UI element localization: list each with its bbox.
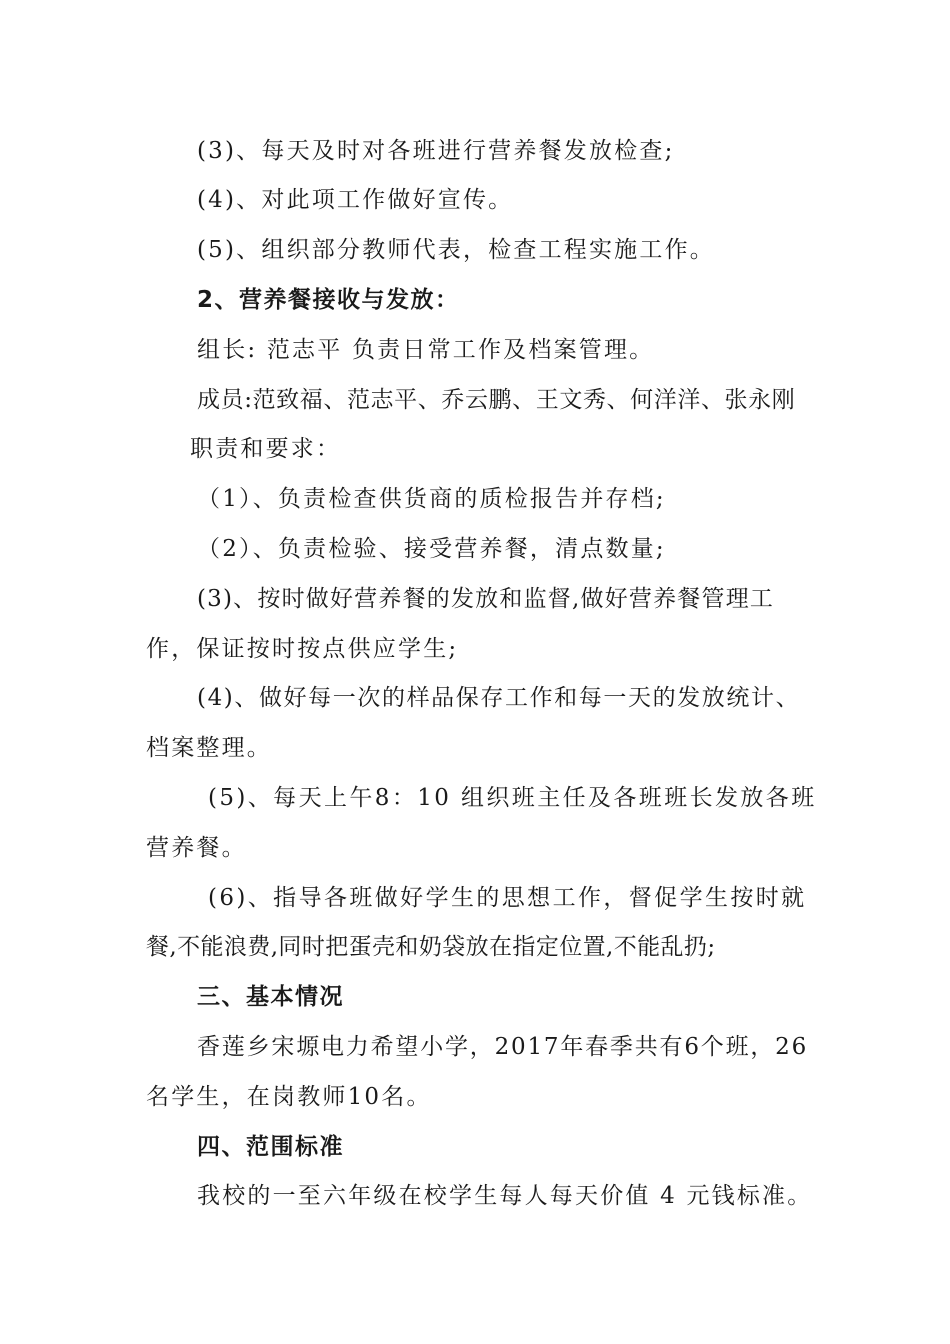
receiving-item-4-line2: 档案整理。 [146,735,272,761]
receiving-item-2: （2）、负责检验、接受营养餐，清点数量; [197,536,666,562]
receiving-item-1: （1）、负责检查供货商的质检报告并存档; [197,486,666,512]
receiving-item-3-line1: (3)、按时做好营养餐的发放和监督,做好营养餐管理工 [197,586,775,612]
basic-info-line2: 名学生，在岗教师10名。 [146,1084,432,1110]
group-members-line: 成员:范致福、范志平、乔云鹏、王文秀、何洋洋、张永刚 [197,387,796,413]
section-heading-scope-standard: 四、范围标准 [197,1134,344,1160]
receiving-item-6-line2: 餐,不能浪费,同时把蛋壳和奶袋放在指定位置,不能乱扔; [146,934,716,960]
receiving-item-6-line1: (6)、指导各班做好学生的思想工作，督促学生按时就 [208,885,807,911]
basic-info-line1: 香莲乡宋塬电力希望小学，2017年春季共有6个班，26 [197,1034,809,1060]
duty-item-5: (5)、组织部分教师代表，检查工程实施工作。 [197,237,715,263]
group-leader-line: 组长: 范志平 负责日常工作及档案管理。 [197,337,655,363]
receiving-item-3-line2: 作，保证按时按点供应学生; [146,636,459,662]
receiving-item-5-line1: (5)、每天上午8：10 组织班主任及各班班长发放各班 [208,785,817,811]
section-heading-basic-info: 三、基本情况 [197,984,344,1010]
duties-label: 职责和要求： [190,436,342,462]
receiving-item-4-line1: (4)、做好每一次的样品保存工作和每一天的发放统计、 [197,685,801,711]
receiving-item-5-line2: 营养餐。 [146,835,247,861]
scope-standard-line: 我校的一至六年级在校学生每人每天价值 4 元钱标准。 [197,1183,813,1209]
duty-item-4: (4)、对此项工作做好宣传。 [197,187,514,213]
section-heading-meal-receiving: 2、营养餐接收与发放： [197,287,460,313]
duty-item-3: (3)、每天及时对各班进行营养餐发放检查; [197,138,675,164]
